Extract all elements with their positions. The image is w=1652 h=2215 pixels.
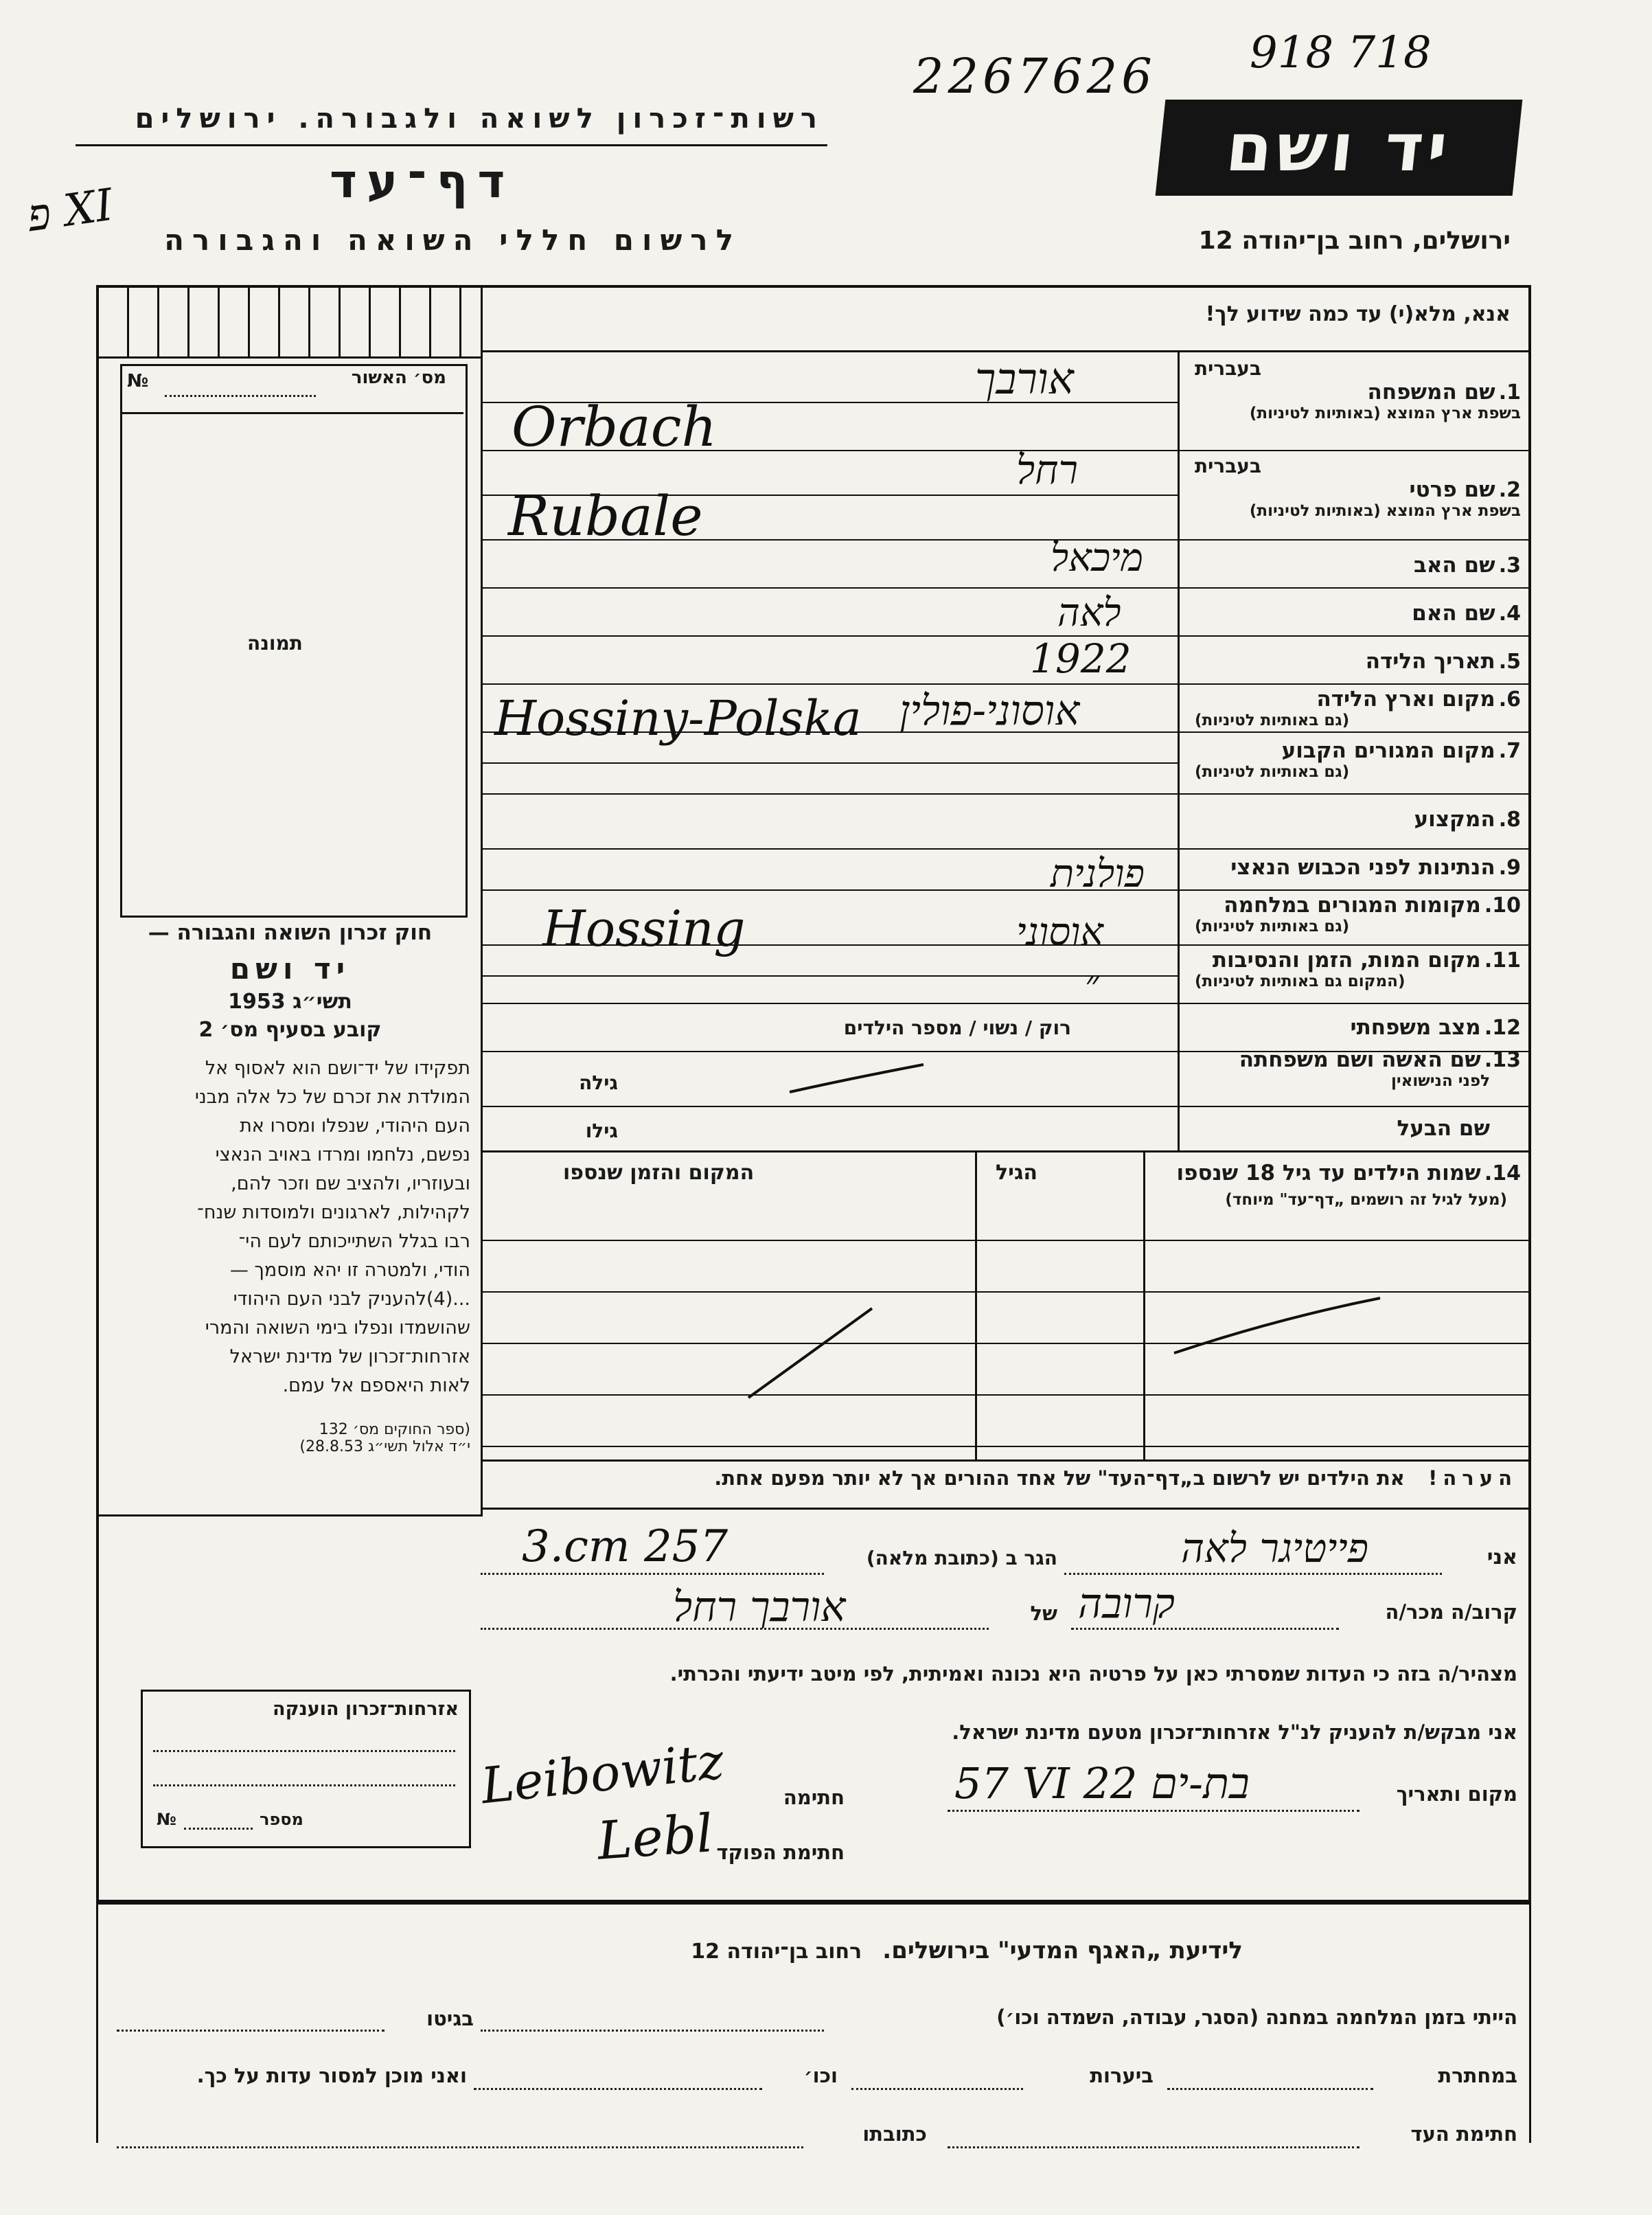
footer-ready: ואני מוכן למסור עדות על כך. xyxy=(196,2064,467,2087)
field-11 xyxy=(1181,948,1521,990)
children-strike-1 xyxy=(742,1302,879,1405)
sidebar-divider xyxy=(481,285,483,1514)
field-4-label: שם האם xyxy=(1412,601,1495,626)
signature: Leibowitz xyxy=(478,1731,726,1815)
law-line: לאות היאספם אל עמם. xyxy=(282,1375,470,1396)
citizenship-title: אזרחות־זכרון הוענקה xyxy=(273,1699,459,1720)
footer-dots-forests xyxy=(851,2088,1023,2090)
children-strike-1-path xyxy=(748,1308,872,1398)
decl-dots-name xyxy=(1064,1573,1442,1575)
field-1-num: 1. xyxy=(1498,380,1521,405)
citizenship-dots-3 xyxy=(184,1828,253,1830)
decl-dots-date xyxy=(948,1810,1360,1812)
law-line: רבו בגלל השתייכותם לעם הי־ xyxy=(238,1231,470,1252)
decl-statement: מצהיר/ה בזה כי העדות שמסרתי כאן על פרטיה היא נכונה ואמיתית, לפי מיטב ידיעתי והכרתי. xyxy=(669,1662,1517,1685)
law-line: שהושמדו ונפלו בימי השואה והמרי xyxy=(205,1317,470,1339)
citizenship-sign: № xyxy=(157,1810,176,1829)
citizenship-box xyxy=(141,1690,471,1848)
field-3-num: 3. xyxy=(1498,554,1521,578)
surname-he: אורבך xyxy=(975,354,1074,404)
logo-block xyxy=(1156,100,1523,196)
decl-dots-of xyxy=(481,1628,989,1630)
field-7-num: 7. xyxy=(1498,739,1521,763)
law-clause: קובע בסעיף מס׳ 2 xyxy=(198,1018,382,1042)
children-place-col: המקום והזמן שנספו xyxy=(563,1161,755,1185)
children-strike-2 xyxy=(1167,1291,1387,1360)
law-date: י״ד אלול תשי״ג 28.8.53) xyxy=(299,1438,470,1455)
law-line: אזרחות־זכרון של מדינת ישראל xyxy=(229,1346,470,1367)
children-col-1 xyxy=(1143,1150,1145,1459)
field-2-num: 2. xyxy=(1498,478,1521,502)
field-13-sub: לפני הנישואין xyxy=(1391,1072,1490,1090)
decl-i: אני xyxy=(1487,1545,1517,1569)
of-name: אורבך רחל xyxy=(673,1583,846,1631)
footer-line1: הייתי בזמן המלחמה במחנה (הסגר, עבודה, השמדה וכו׳) xyxy=(996,2006,1517,2029)
decl-resides: הגר ב (כתובת מלאה) xyxy=(866,1547,1057,1569)
decl-officer: חתימת הפוקד xyxy=(716,1841,845,1864)
photo-header-line xyxy=(122,412,463,414)
field-3 xyxy=(1181,553,1521,578)
field-7-sub: (גם באותיות לטיניות) xyxy=(1195,763,1350,781)
field-2-label: שם פרטי xyxy=(1409,477,1495,502)
decl-place-date: מקום ותאריך xyxy=(1396,1782,1517,1806)
footer-title-row xyxy=(481,1937,1243,1964)
row-sep xyxy=(481,683,1531,685)
relation: קרובה xyxy=(1078,1580,1175,1628)
law-block xyxy=(110,920,470,1455)
field-1-label: שם המשפחה xyxy=(1367,380,1495,405)
field-2 xyxy=(1181,455,1521,520)
field-8-num: 8. xyxy=(1498,808,1521,832)
footer-title: לידיעת „האגף המדעי" בירושלים. xyxy=(882,1937,1243,1964)
logo-text: יד ושם xyxy=(1222,109,1456,186)
remark-text: את הילדים יש לרשום ב„דף־העד" של אחד ההורים אך לא יותר מפעם אחת. xyxy=(714,1466,1405,1490)
approval-label: מס׳ האשור xyxy=(351,367,446,388)
war-place-he: אוסוני xyxy=(1016,910,1104,955)
law-source: (ספר החוקים מס׳ 132 xyxy=(319,1421,470,1438)
form-title: דף־עד xyxy=(330,155,515,209)
field-13-label: שם האשה ושם משפחתה xyxy=(1239,1047,1481,1072)
age-label: גילה xyxy=(579,1071,618,1094)
children-row xyxy=(481,1394,1531,1396)
field-9-num: 9. xyxy=(1498,856,1521,880)
footer-address: רחוב בן־יהודה 12 xyxy=(691,1940,862,1964)
teller-address: 3.ст 257 xyxy=(522,1521,729,1572)
sidebar-ticks xyxy=(99,288,481,356)
intro: אנא, מלא(י) עד כמה שידוע לך! xyxy=(1205,302,1511,326)
footer-dots-etc xyxy=(474,2088,762,2090)
citizenship-no: מספר xyxy=(260,1810,303,1829)
field-9-label: הנתינות לפני הכבוש הנאצי xyxy=(1230,855,1495,880)
field-13 xyxy=(1181,1047,1521,1090)
nationality: פולנית xyxy=(1051,852,1145,896)
row-sep xyxy=(481,793,1531,795)
footer-dots-address xyxy=(117,2146,803,2148)
children-age-col: הגיל xyxy=(996,1161,1037,1185)
field-14-label: שם הבעל xyxy=(1397,1116,1490,1141)
decl-relative: קרוב/ה מכר/ה xyxy=(1385,1600,1517,1624)
children-row xyxy=(481,1240,1531,1241)
officer-signature: Lebl xyxy=(595,1802,715,1872)
field-6 xyxy=(1181,687,1521,729)
remark-top xyxy=(481,1459,1531,1462)
footer-forests: ביערות xyxy=(1090,2064,1154,2087)
org-underline xyxy=(76,144,827,146)
field-6-num: 6. xyxy=(1498,688,1521,712)
law-line: הודי, ולמטרה זו יהא מוסמך — xyxy=(229,1260,470,1281)
decl-dots-address xyxy=(481,1573,824,1575)
decl-signature: חתימה xyxy=(783,1786,845,1809)
field-12 xyxy=(1181,1015,1521,1040)
field-4-num: 4. xyxy=(1498,602,1521,626)
field-divider xyxy=(1178,350,1180,1150)
field-2-tag: בעברית xyxy=(1195,455,1262,477)
footer-witness: חתימת העד xyxy=(1410,2122,1517,2146)
field-12-num: 12. xyxy=(1484,1016,1521,1040)
field-10-num: 10. xyxy=(1484,894,1521,918)
children-strike-2-path xyxy=(1174,1298,1380,1353)
law-year: תשי״ג 1953 xyxy=(228,990,352,1014)
field-11-sub: (המקום גם באותיות לטיניות) xyxy=(1195,973,1406,990)
children-header xyxy=(1147,1161,1521,1209)
age2-label: גילו xyxy=(585,1120,618,1142)
first-lat: Rubale xyxy=(508,484,703,548)
form-subtitle: לרשום חללי השואה והגבורה xyxy=(164,223,742,257)
field-10-label: מקומות המגורים במלחמה xyxy=(1224,893,1481,918)
mother: לאה xyxy=(1057,591,1121,635)
field-7 xyxy=(1181,738,1521,781)
remark-bottom xyxy=(481,1508,1531,1510)
margin-mark: פ XI xyxy=(24,179,117,242)
field-9 xyxy=(1181,855,1521,880)
law-line: העם היהודי, שנפלו ומסרו את xyxy=(240,1115,470,1137)
children-note: (מעל לגיל זה רושמים „דף־עד" מיוחד) xyxy=(1225,1191,1507,1209)
surname-lat: Orbach xyxy=(512,395,718,459)
children-row xyxy=(481,1446,1531,1447)
field-10-sub: (גם באותיות לטיניות) xyxy=(1195,918,1350,935)
footer-etc: וכו׳ xyxy=(803,2064,838,2087)
row-split xyxy=(481,762,1178,764)
sidebar-bottom-line xyxy=(96,1514,483,1517)
footer-underground: במחתרת xyxy=(1438,2064,1517,2087)
decl-of: של xyxy=(1030,1602,1057,1625)
footer-dots-witness xyxy=(948,2146,1360,2148)
archive-number: 2267626 xyxy=(913,48,1156,104)
field-8 xyxy=(1181,807,1521,832)
citizenship-dots-2 xyxy=(153,1784,455,1786)
field-13-num: 13. xyxy=(1484,1048,1521,1072)
remark-label: הערה! xyxy=(1428,1466,1517,1490)
field-4 xyxy=(1181,601,1521,626)
law-line: נפשם, נלחמו ומרדו באויב הנאצי xyxy=(215,1144,470,1166)
field-1 xyxy=(1181,357,1521,422)
teller-name: פייטיגר לאה xyxy=(1181,1525,1369,1571)
first-he: רחל xyxy=(1016,446,1078,493)
decl-dots-relation xyxy=(1071,1628,1339,1630)
photo-label: תמונה xyxy=(247,632,303,655)
citizenship-dots-1 xyxy=(153,1750,455,1752)
field-1-sub: בשפת ארץ המוצא (באותיות לטיניות) xyxy=(1249,405,1521,422)
law-line: ...(4)להעניק לבני העם היהודי xyxy=(233,1288,470,1310)
children-top xyxy=(481,1150,1531,1152)
intro-line xyxy=(481,350,1531,352)
row-sep xyxy=(481,1003,1531,1004)
field-7-label: מקום המגורים הקבוע xyxy=(1281,738,1495,763)
row-split xyxy=(481,975,1178,977)
field-6-sub: (גם באותיות לטיניות) xyxy=(1195,712,1350,729)
frame-bottom-left xyxy=(96,1902,98,2143)
row-sep xyxy=(481,1106,1531,1107)
law-line: המולדת את זכרם של כל אלה מבני xyxy=(194,1087,470,1108)
field-1-tag: בעברית xyxy=(1195,357,1262,380)
approval-no: № xyxy=(127,371,149,391)
law-line: ובעוזריו, ולהציב שם וזכר להם, xyxy=(231,1173,470,1194)
field-11-num: 11. xyxy=(1484,949,1521,973)
org-line: רשות־זכרון לשואה ולגבורה. ירושלים xyxy=(135,103,824,135)
row-sep xyxy=(481,587,1531,589)
children-title: שמות הילדים עד גיל 18 שנספו xyxy=(1176,1161,1481,1185)
death-mark: ״ xyxy=(1085,962,1100,1006)
footer-ghetto: בגיטו xyxy=(426,2007,474,2030)
field-8-label: המקצוע xyxy=(1414,807,1495,832)
footer-top xyxy=(96,1902,1531,1905)
birthplace-lat: Hossiny-Polska xyxy=(494,690,862,747)
frame-bottom-right xyxy=(1529,1902,1531,2143)
approval-dots xyxy=(165,395,316,397)
row-sep xyxy=(481,848,1531,850)
row-sep xyxy=(481,889,1531,891)
field-6-label: מקום וארץ הלידה xyxy=(1316,687,1495,712)
law-name: יד ושם xyxy=(229,952,351,986)
field-12-label: מצב משפחתי xyxy=(1350,1015,1481,1040)
field-2-sub: בשפת ארץ המוצא (באותיות לטיניות) xyxy=(1249,502,1521,520)
decl-request: אני מבקש/ת להעניק לנ"ל אזרחות־זכרון מטעם מדינת ישראל. xyxy=(952,1720,1517,1744)
field-11-label: מקום המות, הזמן והנסיבות xyxy=(1212,948,1481,973)
date-place: 57 VI 22 בת-ים xyxy=(954,1758,1250,1808)
birth: 1922 xyxy=(1030,635,1132,682)
field-5-label: תאריך הלידה xyxy=(1365,649,1495,674)
field-5 xyxy=(1181,649,1521,674)
children-num: 14. xyxy=(1484,1161,1521,1185)
children-col-2 xyxy=(975,1150,977,1459)
remark xyxy=(494,1466,1517,1490)
field-14 xyxy=(1181,1116,1521,1141)
war-place-lat: Hossing xyxy=(542,900,746,957)
row-sep xyxy=(481,635,1531,637)
sidebar-ticks-bottom xyxy=(99,356,481,359)
father: מיכאל xyxy=(1051,536,1144,580)
marital-dash xyxy=(783,1058,934,1099)
footer-dots-ghetto xyxy=(117,2030,385,2032)
marital-dash-path xyxy=(790,1065,923,1092)
record-number: 918 718 xyxy=(1250,27,1432,78)
header-address: ירושלים, רחוב בן־יהודה 12 xyxy=(1198,227,1511,255)
footer-dots-underground xyxy=(1167,2088,1373,2090)
footer-address-label: כתובתו xyxy=(862,2122,927,2146)
field-10 xyxy=(1181,893,1521,935)
law-line: תפקידו של יד־ושם הוא לאסוף אל xyxy=(205,1058,470,1079)
law-line: לקהילות, לארגונים ולמוסדות שנח־ xyxy=(197,1202,470,1223)
law-title: חוק זכרון השואה והגבורה — xyxy=(148,920,433,945)
footer-dots-camp xyxy=(481,2030,824,2032)
field-5-num: 5. xyxy=(1498,650,1521,674)
marital-label: רוק / נשוי / מספר הילדים xyxy=(843,1016,1071,1039)
field-3-label: שם האב xyxy=(1413,553,1495,578)
law-text xyxy=(110,1054,470,1400)
birthplace-he: אוסוני-פולין xyxy=(899,687,1080,735)
